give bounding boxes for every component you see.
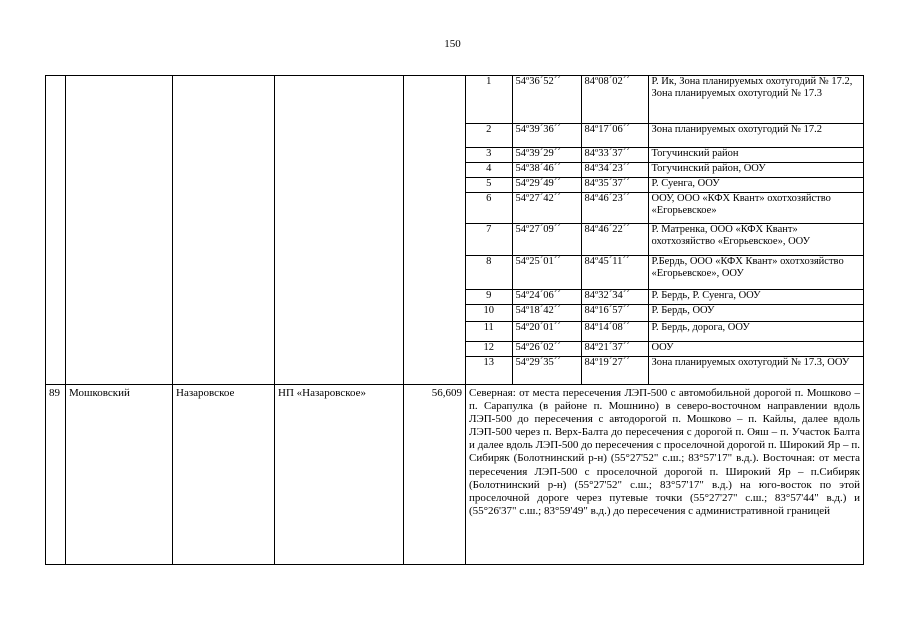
waypoint-note: Р. Бердь, дорога, ООУ — [648, 321, 863, 341]
boundary-description-cell — [466, 385, 864, 565]
waypoint-latitude: 54º27´09´´ — [512, 223, 581, 255]
waypoint-note: Р. Матренка, ООО «КФХ Квант» охотхозяйство «Егорьевское», ООУ — [648, 223, 863, 255]
area-value: 56,609 — [404, 385, 466, 565]
waypoint-note: Р. Бердь, Р. Суенга, ООУ — [648, 289, 863, 304]
cell-settlement-empty — [173, 76, 275, 385]
waypoint-latitude: 54º26´02´´ — [512, 341, 581, 356]
waypoint-note: Тогучинский район — [648, 147, 863, 162]
waypoint-note: Р. Ик, Зона планируемых охотугодий № 17.2, Зона планируемых охотугодий № 17.3 — [648, 76, 863, 123]
waypoint-row — [466, 192, 863, 223]
waypoint-latitude: 54º29´35´´ — [512, 356, 581, 384]
waypoint-note: Р.Бердь, ООО «КФХ Квант» охотхозяйство «Егорьевское», ООУ — [648, 255, 863, 289]
waypoints-cell — [466, 76, 864, 385]
waypoint-number: 11 — [466, 321, 512, 341]
cell-district-empty — [66, 76, 173, 385]
waypoint-note: Р. Суенга, ООУ — [648, 177, 863, 192]
waypoint-row — [466, 162, 863, 177]
waypoint-longitude: 84º14´08´´ — [581, 321, 648, 341]
waypoint-note: Р. Бердь, ООУ — [648, 304, 863, 321]
waypoint-number: 6 — [466, 192, 512, 223]
waypoint-number: 1 — [466, 76, 512, 123]
row-number: 89 — [46, 385, 66, 565]
waypoint-row — [466, 123, 863, 147]
waypoint-longitude: 84º46´23´´ — [581, 192, 648, 223]
table-row-89 — [46, 385, 864, 565]
waypoint-row — [466, 255, 863, 289]
waypoint-longitude: 84º33´37´´ — [581, 147, 648, 162]
owner-name: НП «Назаровское» — [275, 385, 404, 565]
waypoint-longitude: 84º16´57´´ — [581, 304, 648, 321]
waypoint-row — [466, 341, 863, 356]
waypoint-longitude: 84º34´23´´ — [581, 162, 648, 177]
waypoint-latitude: 54º20´01´´ — [512, 321, 581, 341]
waypoint-longitude: 84º35´37´´ — [581, 177, 648, 192]
waypoint-note: Зона планируемых охотугодий № 17.3, ООУ — [648, 356, 863, 384]
waypoint-row — [466, 177, 863, 192]
page-number: 150 — [444, 38, 461, 50]
waypoint-longitude: 84º45´11´´ — [581, 255, 648, 289]
boundary-description: Северная: от места пересечения ЛЭП-500 с автомобильной дорогой п. Мошково – п. Сарапулка (в районе п. Мошнино) в северо-восточном направлении вдоль ЛЭП-500 до пересечения с автодорогой п. Мошково – п. Кайлы, далее вдоль ЛЭП-500 через п. Верх-Балта до пересечения с дорогой п. Ояш – п. Участок Балта и далее вдоль ЛЭП-500 до пересечения с проселочной дорогой п. Широкий Яр – п. Сибиряк (Болотнинский р-н) (55°27'52" с.ш.; 83°57'17" в.д.). Восточная: от места пересечения ЛЭП-500 с проселочной дорогой п. Широкий Яр – п.Сибиряк (Болотнинский р-н) (55°27'52" с.ш.; 83°57'17" в.д.) на юго-восток по этой проселочной дороге через путевые точки (55°27'27" с.ш.; 83°57'44" в.д.) и (55°26'37" с.ш.; 83°59'49" в.д.) до пересечения с административной границей — [469, 387, 860, 517]
waypoint-number: 4 — [466, 162, 512, 177]
waypoint-row — [466, 76, 863, 123]
waypoints-table — [466, 76, 863, 384]
waypoint-latitude: 54º25´01´´ — [512, 255, 581, 289]
waypoint-number: 7 — [466, 223, 512, 255]
waypoint-latitude: 54º39´36´´ — [512, 123, 581, 147]
waypoint-number: 10 — [466, 304, 512, 321]
cell-num-empty — [46, 76, 66, 385]
waypoint-longitude: 84º19´27´´ — [581, 356, 648, 384]
waypoint-row — [466, 289, 863, 304]
waypoint-number: 8 — [466, 255, 512, 289]
waypoint-longitude: 84º46´22´´ — [581, 223, 648, 255]
waypoint-number: 3 — [466, 147, 512, 162]
waypoint-number: 9 — [466, 289, 512, 304]
hunting-grounds-table — [45, 75, 864, 565]
waypoint-longitude: 84º17´06´´ — [581, 123, 648, 147]
waypoint-note: Зона планируемых охотугодий № 17.2 — [648, 123, 863, 147]
waypoint-row — [466, 304, 863, 321]
waypoint-number: 2 — [466, 123, 512, 147]
waypoint-longitude: 84º08´02´´ — [581, 76, 648, 123]
waypoint-number: 12 — [466, 341, 512, 356]
waypoint-longitude: 84º32´34´´ — [581, 289, 648, 304]
table-row-continued — [46, 76, 864, 385]
waypoint-row — [466, 223, 863, 255]
waypoint-latitude: 54º38´46´´ — [512, 162, 581, 177]
cell-area-empty — [404, 76, 466, 385]
waypoint-latitude: 54º29´49´´ — [512, 177, 581, 192]
waypoint-number: 5 — [466, 177, 512, 192]
waypoint-number: 13 — [466, 356, 512, 384]
waypoint-note: ООУ — [648, 341, 863, 356]
waypoint-latitude: 54º27´42´´ — [512, 192, 581, 223]
cell-owner-empty — [275, 76, 404, 385]
waypoint-note: Тогучинский район, ООУ — [648, 162, 863, 177]
waypoint-row — [466, 147, 863, 162]
district-name: Мошковский — [66, 385, 173, 565]
waypoint-latitude: 54º39´29´´ — [512, 147, 581, 162]
settlement-name: Назаровское — [173, 385, 275, 565]
waypoint-latitude: 54º18´42´´ — [512, 304, 581, 321]
waypoint-row — [466, 356, 863, 384]
waypoint-latitude: 54º24´06´´ — [512, 289, 581, 304]
waypoint-row — [466, 321, 863, 341]
waypoint-latitude: 54º36´52´´ — [512, 76, 581, 123]
waypoint-longitude: 84º21´37´´ — [581, 341, 648, 356]
waypoint-note: ООУ, ООО «КФХ Квант» охотхозяйство «Егорьевское» — [648, 192, 863, 223]
